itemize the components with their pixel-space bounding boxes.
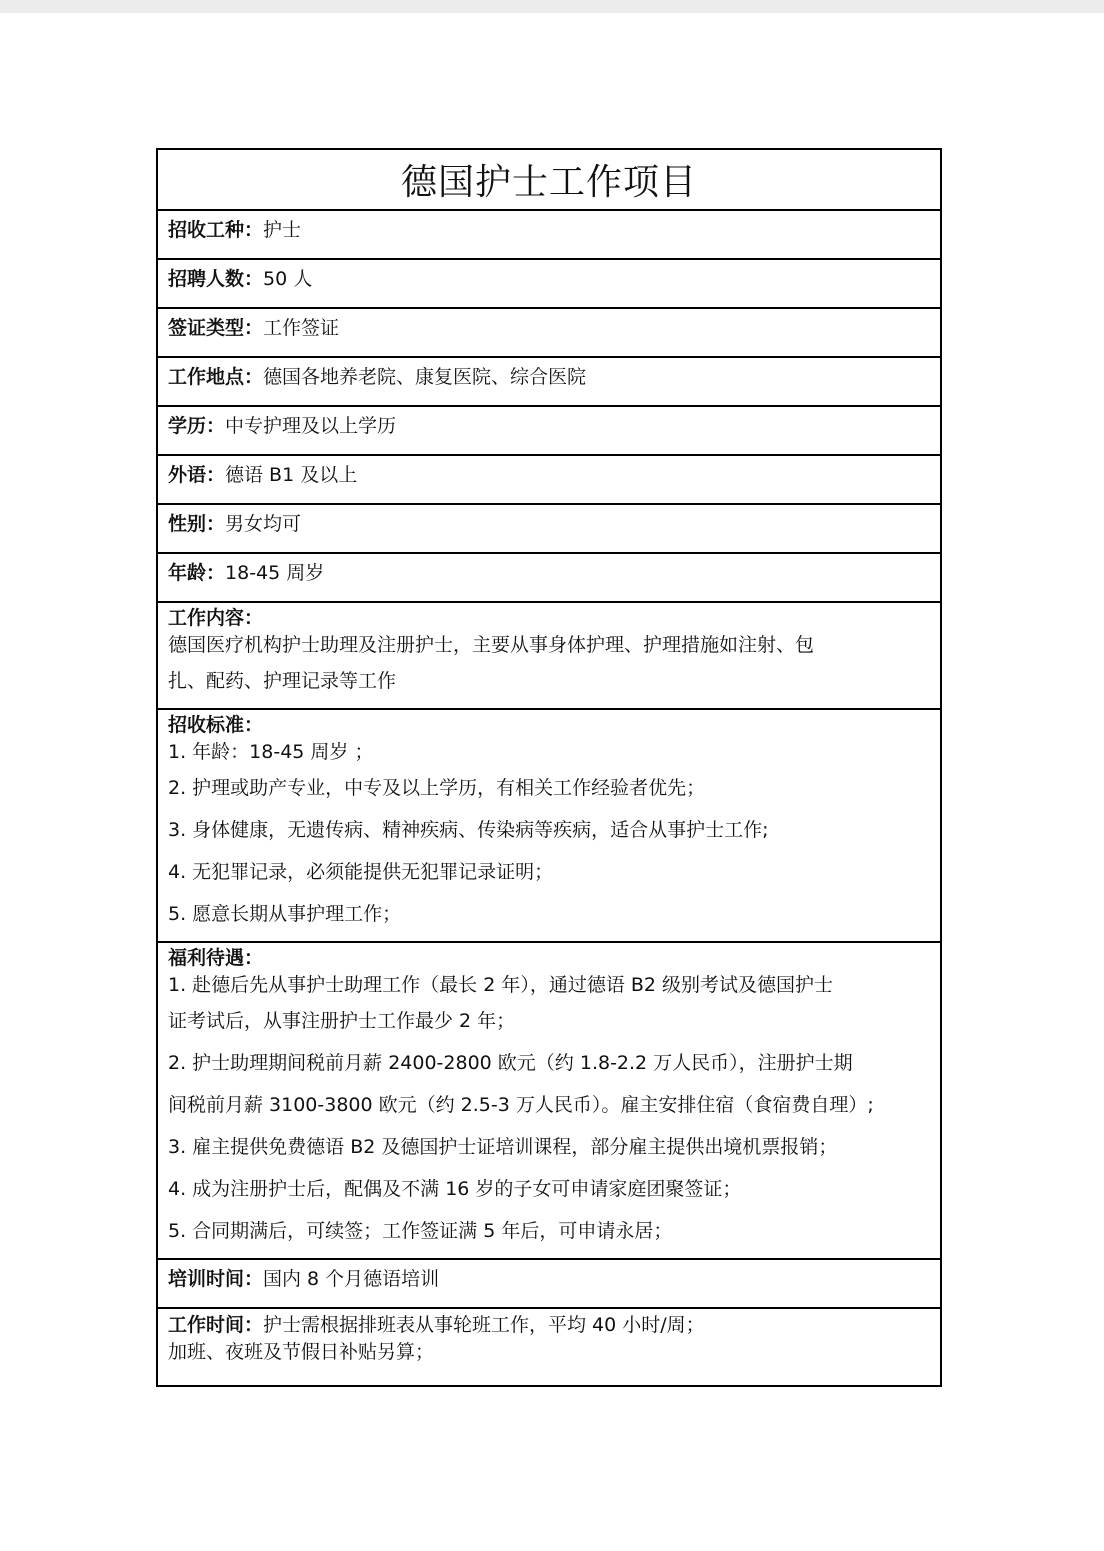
top-bar	[0, 0, 1104, 13]
work-content-section	[158, 603, 940, 710]
benefits-section	[158, 943, 940, 1260]
list-item: 1. 年龄：18-45 周岁 ；	[168, 741, 374, 763]
field-label: 招聘人数：	[168, 268, 264, 290]
field-row-job-type	[158, 211, 940, 260]
field-value: 德国各地养老院、康复医院、综合医院	[263, 366, 587, 388]
section-line: 扎、配药、护理记录等工作	[168, 670, 397, 692]
field-row-age	[158, 554, 940, 603]
field-label: 学历：	[168, 415, 226, 437]
section-heading: 福利待遇：	[168, 947, 264, 969]
field-label: 年龄：	[168, 562, 226, 584]
list-item: 证考试后，从事注册护士工作最少 2 年；	[168, 1010, 516, 1032]
field-value: 护士需根据排班表从事轮班工作，平均 40 小时/周；	[263, 1314, 705, 1336]
field-value: 护士	[263, 219, 302, 241]
document-title: 德国护士工作项目	[400, 162, 697, 203]
field-label: 外语：	[168, 464, 226, 486]
field-label: 签证类型：	[168, 317, 264, 339]
field-label: 工作地点：	[168, 366, 264, 388]
list-item: 2. 护理或助产专业，中专及以上学历，有相关工作经验者优先；	[168, 777, 706, 799]
standards-section	[158, 710, 940, 943]
list-item: 间税前月薪 3100-3800 欧元（约 2.5-3 万人民币）。雇主安排住宿（食宿费自理）;	[168, 1094, 874, 1116]
field-value: 50 人	[263, 268, 313, 290]
list-item: 4. 无犯罪记录，必须能提供无犯罪记录证明；	[168, 861, 554, 883]
title-row	[158, 150, 940, 211]
field-row-headcount	[158, 260, 940, 309]
list-item: 5. 愿意长期从事护理工作；	[168, 903, 402, 925]
field-value: 工作签证	[263, 317, 340, 339]
section-line: 德国医疗机构护士助理及注册护士，主要从事身体护理、护理措施如注射、包	[168, 634, 815, 656]
section-heading: 工作内容：	[168, 607, 264, 629]
work-time-row	[158, 1309, 940, 1385]
section-heading: 招收标准：	[168, 714, 264, 736]
list-item: 5. 合同期满后，可续签；工作签证满 5 年后，可申请永居；	[168, 1220, 673, 1242]
field-label: 招收工种：	[168, 219, 264, 241]
list-item: 2. 护士助理期间税前月薪 2400-2800 欧元（约 1.8-2.2 万人民币），注册护士期	[168, 1052, 853, 1074]
field-value: 中专护理及以上学历	[225, 415, 397, 437]
job-info-table	[156, 148, 942, 1387]
field-row-location	[158, 358, 940, 407]
field-row-visa-type	[158, 309, 940, 358]
field-value: 男女均可	[225, 513, 302, 535]
list-item: 4. 成为注册护士后，配偶及不满 16 岁的子女可申请家庭团聚签证；	[168, 1178, 742, 1200]
field-value: 国内 8 个月德语培训	[263, 1268, 440, 1290]
field-label: 工作时间：	[168, 1314, 264, 1336]
field-row-language	[158, 456, 940, 505]
field-value: 18-45 周岁	[225, 562, 325, 584]
field-value: 德语 B1 及以上	[225, 464, 358, 486]
list-item: 3. 身体健康，无遗传病、精神疾病、传染病等疾病，适合从事护士工作;	[168, 819, 769, 841]
field-value-extra: 加班、夜班及节假日补贴另算；	[168, 1341, 435, 1363]
field-label: 培训时间：	[168, 1268, 264, 1290]
field-row-education	[158, 407, 940, 456]
list-item: 1. 赴德后先从事护士助理工作（最长 2 年），通过德语 B2 级别考试及德国护士	[168, 974, 834, 996]
training-time-row	[158, 1260, 940, 1309]
list-item: 3. 雇主提供免费德语 B2 及德国护士证培训课程，部分雇主提供出境机票报销；	[168, 1136, 838, 1158]
field-row-gender	[158, 505, 940, 554]
field-label: 性别：	[168, 513, 226, 535]
